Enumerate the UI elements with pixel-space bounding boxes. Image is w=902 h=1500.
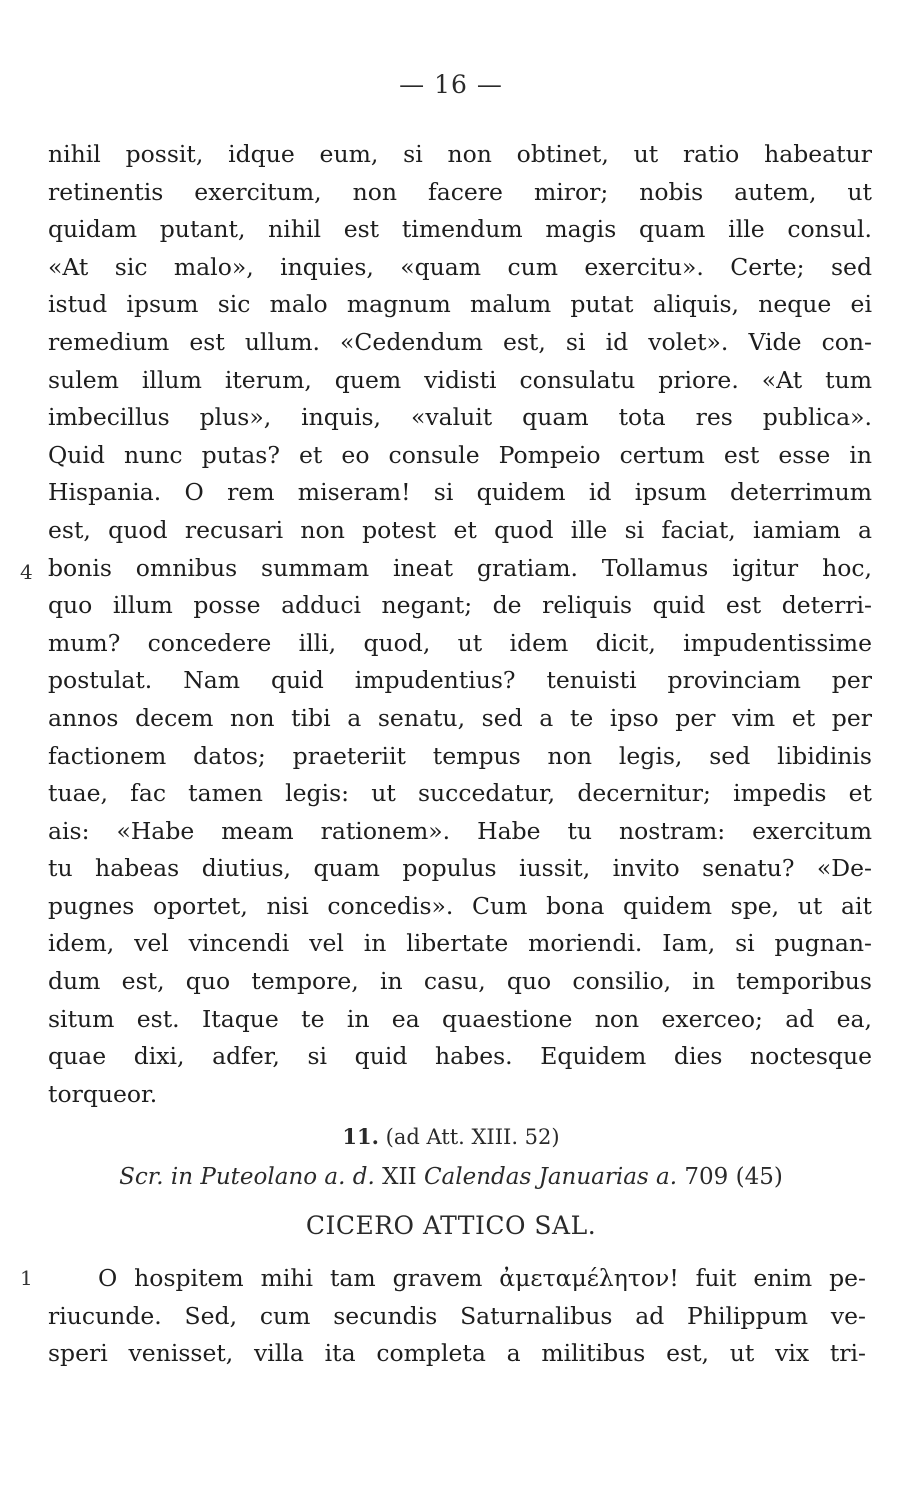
text-line: quo illum posse adduci negant; de reliquis quid est deterri- <box>48 591 872 620</box>
text-line: tu habeas diutius, quam populus iussit, invito senatu? «De- <box>48 854 872 883</box>
text-line: quidam putant, nihil est timendum magis quam ille consul. <box>48 215 872 244</box>
page-number: — 16 — <box>399 70 503 99</box>
place-prefix: Scr. in Puteolano a. d. <box>119 1164 375 1190</box>
text-line: idem, vel vincendi vel in libertate moriendi. Iam, si pugnan- <box>48 929 872 958</box>
letter-number: 11. <box>342 1124 379 1149</box>
text-line: Quid nunc putas? et eo consule Pompeio certum est esse in <box>48 440 872 469</box>
margin-section-number: 4 <box>20 560 33 584</box>
place-year: 709 (45) <box>684 1164 783 1190</box>
text-line: est, quod recusari non potest et quod ille si faciat, iamiam a <box>48 515 872 544</box>
place-month: Calendas Januarias a. <box>423 1164 678 1190</box>
text-line: factionem datos; praeteriit tempus non legis, sed libidinis <box>48 741 872 770</box>
text-line: pugnes oportet, nisi concedis». Cum bona quidem spe, ut ait <box>48 891 872 920</box>
text-line: retinentis exercitum, non facere miror; nobis autem, ut <box>48 177 872 206</box>
text-line: annos decem non tibi a senatu, sed a te ipso per vim et per <box>48 703 872 732</box>
text-line: torqueor. <box>48 1079 158 1108</box>
text-line: sulem illum iterum, quem vidisti consulatu priore. «At tum <box>48 365 872 394</box>
text-line: «At sic malo», inquies, «quam cum exercitu». Certe; sed <box>48 252 872 281</box>
place-day: XII <box>382 1164 417 1190</box>
letter-place-date <box>0 1164 902 1190</box>
text-line: situm est. Itaque te in ea quaestione non exerceo; ad ea, <box>48 1004 872 1033</box>
text-line: O hospitem mihi tam gravem ἀμεταμέλητον! fuit enim pe- <box>98 1264 866 1292</box>
text-line: riucunde. Sed, cum secundis Saturnalibus ad Philippum ve- <box>48 1301 866 1330</box>
text-line: tuae, fac tamen legis: ut succedatur, decernitur; impedis et <box>48 779 872 808</box>
text-line: quae dixi, adfer, si quid habes. Equidem dies noctesque <box>48 1042 872 1071</box>
margin-section-number: 1 <box>20 1266 33 1290</box>
text-line: nihil possit, idque eum, si non obtinet, ut ratio habeatur <box>48 140 872 168</box>
text-line: ais: «Habe meam rationem». Habe tu nostram: exercitum <box>48 816 872 845</box>
letter-reference <box>0 1124 902 1149</box>
text-line: imbecillus plus», inquis, «valuit quam tota res publica». <box>48 403 872 432</box>
text-line: postulat. Nam quid impudentius? tenuisti provinciam per <box>48 666 872 695</box>
text-line: speri venisset, villa ita completa a militibus est, ut vix tri- <box>48 1339 866 1368</box>
text-line: bonis omnibus summam ineat gratiam. Tollamus igitur hoc, <box>48 553 872 582</box>
text-line: remedium est ullum. «Cedendum est, si id volet». Vide con- <box>48 327 872 356</box>
text-line: istud ipsum sic malo magnum malum putat aliquis, neque ei <box>48 290 872 319</box>
letter-text <box>48 1260 866 1373</box>
text-line: mum? concedere illi, quod, ut idem dicit, impudentissime <box>48 628 872 657</box>
letter-greeting: CICERO ATTICO SAL. <box>305 1211 597 1240</box>
text-line: dum est, quo tempore, in casu, quo consilio, in temporibus <box>48 967 872 996</box>
text-line: Hispania. O rem miseram! si quidem id ipsum deterrimum <box>48 478 872 507</box>
letter-source: (ad Att. XIII. 52) <box>385 1125 560 1149</box>
body-text <box>48 136 872 1113</box>
